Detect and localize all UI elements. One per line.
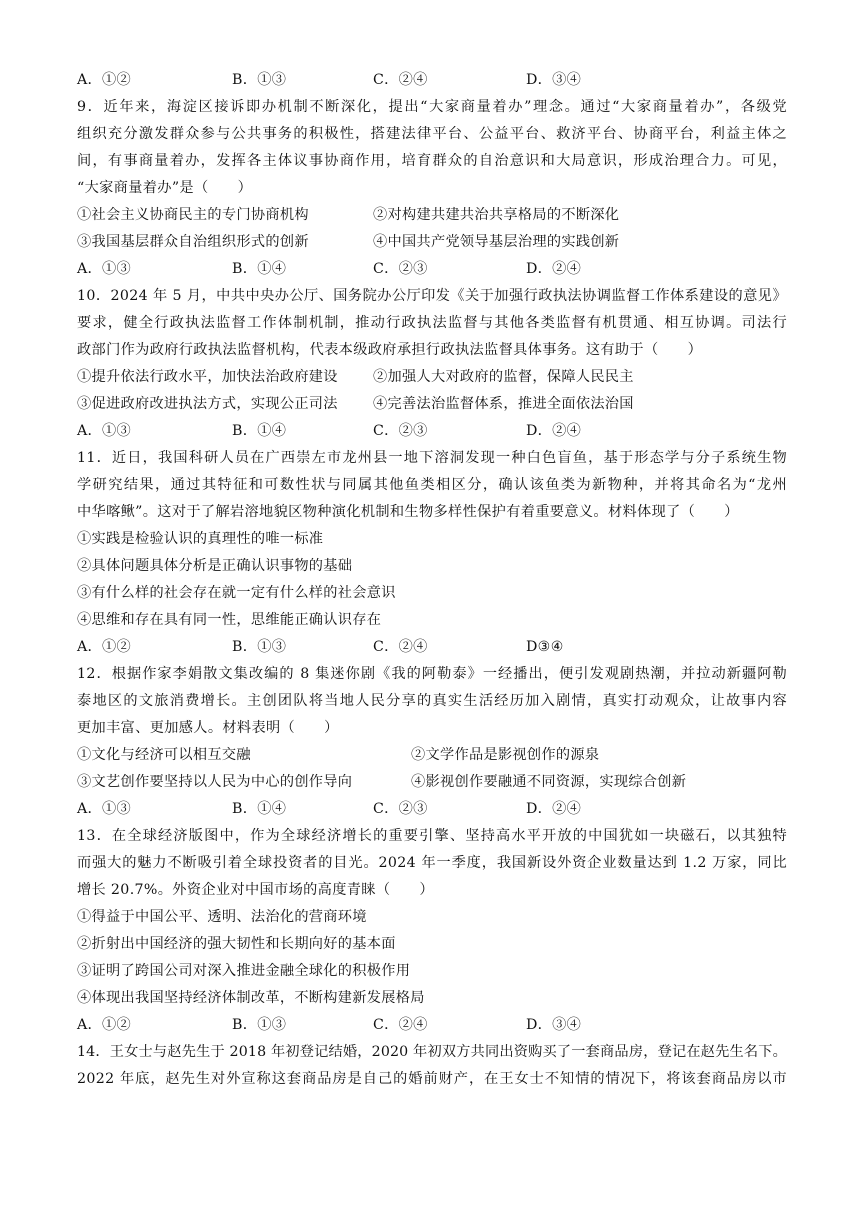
q11-statement-row-4 [77, 610, 797, 630]
q11-option-c[interactable]: C．②④ [373, 639, 428, 655]
q12-option-c[interactable]: C．②③ [373, 801, 428, 817]
q13-option-a[interactable]: A．①② [77, 1017, 132, 1033]
q9-statement-1: ①社会主义协商民主的专门协商机构 [77, 207, 309, 223]
q8-option-b[interactable]: B．①③ [232, 72, 287, 88]
q8-option-c[interactable]: C．②④ [373, 72, 428, 88]
q11-options [77, 637, 797, 657]
q11-stem-line-1: 11．近日，我国科研人员在广西崇左市龙州县一地下溶洞发现一种白色盲鱼，基于形态学与分子系统生物 [77, 450, 787, 466]
q13-statement-3: ③证明了跨国公司对深入推进金融全球化的积极作用 [77, 963, 411, 979]
q8-option-a[interactable]: A．①② [77, 72, 132, 88]
q10-statement-3: ③促进政府改进执法方式，实现公正司法 [77, 396, 338, 412]
q9-option-b[interactable]: B．①④ [232, 261, 287, 277]
q13-stem-line-1: 13．在全球经济版图中，作为全球经济增长的重要引擎、坚持高水平开放的中国犹如一块磁石，以其独特 [77, 828, 787, 844]
q10-option-a[interactable]: A．①③ [77, 423, 132, 439]
q9-statements-row-1 [77, 205, 797, 225]
q13-options [77, 1015, 797, 1035]
q13-option-d[interactable]: D．③④ [526, 1017, 582, 1033]
q10-statement-2: ②加强人大对政府的监督，保障人民民主 [373, 369, 634, 385]
q11-stem-line-3: 中华喀鳅”。这对于了解岩溶地貌区物种演化机制和生物多样性保护有着重要意义。材料体现了（ ） [77, 504, 739, 520]
q12-option-d[interactable]: D．②④ [526, 801, 582, 817]
q8-options [77, 70, 797, 90]
q14-stem-line-2: 2022 年底，赵先生对外宣称这套商品房是自己的婚前财产，在王女士不知情的情况下，将该套商品房以市 [77, 1071, 787, 1087]
q9-option-c[interactable]: C．②③ [373, 261, 428, 277]
q11-statement-2: ②具体问题具体分析是正确认识事物的基础 [77, 558, 353, 574]
q13-option-c[interactable]: C．②④ [373, 1017, 428, 1033]
q9-statements-row-2 [77, 232, 797, 252]
q12-option-a[interactable]: A．①③ [77, 801, 132, 817]
q9-stem-line-1: 9．近年来，海淀区接诉即办机制不断深化，提出“大家商量着办”理念。通过“大家商量着办”，各级党 [77, 99, 787, 115]
q12-statement-4: ④影视创作要融通不同资源，实现综合创新 [411, 774, 687, 790]
q13-statement-1: ①得益于中国公平、透明、法治化的营商环境 [77, 909, 367, 925]
q10-option-d[interactable]: D．②④ [526, 423, 582, 439]
q13-stem-line-3: 增长 20.7%。外资企业对中国市场的高度青睐（ ） [77, 882, 434, 898]
q13-option-b[interactable]: B．①③ [232, 1017, 287, 1033]
q14-stem-line-1: 14．王女士与赵先生于 2018 年初登记结婚，2020 年初双方共同出资购买了一套商品房，登记在赵先生名下。 [77, 1044, 787, 1060]
q13-statement-row-1 [77, 907, 797, 927]
q12-option-b[interactable]: B．①④ [232, 801, 287, 817]
q9-option-a[interactable]: A．①③ [77, 261, 132, 277]
q10-stem-line-2: 要求，健全行政执法监督工作体制机制，推动行政执法监督与其他各类监督有机贯通、相互协调。司法行 [77, 315, 787, 331]
q9-statement-2: ②对构建共建共治共享格局的不断深化 [373, 207, 620, 223]
q9-option-d[interactable]: D．②④ [526, 261, 582, 277]
q12-statements-row-1 [77, 745, 797, 765]
q11-option-d[interactable]: D③④ [526, 639, 564, 655]
q13-stem-line-2: 而强大的魅力不断吸引着全球投资者的目光。2024 年一季度，我国新设外资企业数量达到 1.2 万家，同比 [77, 855, 787, 871]
q10-stem-line-3: 政部门作为政府行政执法监督机构，代表本级政府承担行政执法监督具体事务。这有助于（ ） [77, 342, 703, 358]
q11-statement-1: ①实践是检验认识的真理性的唯一标准 [77, 531, 324, 547]
q10-statements-row-1 [77, 367, 797, 387]
q12-statements-row-2 [77, 772, 797, 792]
q11-statement-3: ③有什么样的社会存在就一定有什么样的社会意识 [77, 585, 396, 601]
q12-statement-3: ③文艺创作要坚持以人民为中心的创作导向 [77, 774, 353, 790]
q10-option-c[interactable]: C．②③ [373, 423, 428, 439]
q9-stem-line-3: 间，有事商量着办，发挥各主体议事协商作用，培育群众的自治意识和大局意识，形成治理合力。可见， [77, 153, 787, 169]
q13-statement-row-2 [77, 934, 797, 954]
q13-statement-row-4 [77, 988, 797, 1008]
q11-option-b[interactable]: B．①③ [232, 639, 287, 655]
q10-statements-row-2 [77, 394, 797, 414]
q11-statement-row-1 [77, 529, 797, 549]
q12-stem-line-2: 泰地区的文旅消费增长。主创团队将当地人民分享的真实生活经历加入剧情，真实打动观众，让故事内容 [77, 693, 787, 709]
q11-statement-4: ④思维和存在具有同一性，思维能正确认识存在 [77, 612, 382, 628]
q12-stem-line-1: 12．根据作家李娟散文集改编的 8 集迷你剧《我的阿勒泰》一经播出，便引发观剧热潮，并拉动新疆阿勒 [77, 666, 787, 682]
q9-stem-line-4: “大家商量着办”是（ ） [77, 180, 253, 196]
q10-statement-1: ①提升依法行政水平，加快法治政府建设 [77, 369, 338, 385]
q11-stem-line-2: 学研究结果，通过其特征和可数性状与同属其他鱼类相区分，确认该鱼类为新物种，并将其命名为“龙州 [77, 477, 787, 493]
q8-option-d[interactable]: D．③④ [526, 72, 582, 88]
q10-stem-line-1: 10．2024 年 5 月，中共中央办公厅、国务院办公厅印发《关于加强行政执法协调监督工作体系建设的意见》 [77, 288, 787, 304]
q12-stem-line-3: 更加丰富、更加感人。材料表明（ ） [77, 720, 339, 736]
q9-stem-line-2: 组织充分激发群众参与公共事务的积极性，搭建法律平台、公益平台、救济平台、协商平台，利益主体之 [77, 126, 787, 142]
q10-statement-4: ④完善法治监督体系，推进全面依法治国 [373, 396, 634, 412]
q13-statement-2: ②折射出中国经济的强大韧性和长期向好的基本面 [77, 936, 396, 952]
q12-statement-1: ①文化与经济可以相互交融 [77, 747, 251, 763]
q13-statement-4: ④体现出我国坚持经济体制改革，不断构建新发展格局 [77, 990, 425, 1006]
q11-statement-row-2 [77, 556, 797, 576]
q11-option-a[interactable]: A．①② [77, 639, 132, 655]
q9-statement-4: ④中国共产党领导基层治理的实践创新 [373, 234, 620, 250]
q12-options [77, 799, 797, 819]
q10-option-b[interactable]: B．①④ [232, 423, 287, 439]
q11-statement-row-3 [77, 583, 797, 603]
q10-options [77, 421, 797, 441]
q9-statement-3: ③我国基层群众自治组织形式的创新 [77, 234, 309, 250]
q9-options [77, 259, 797, 279]
q13-statement-row-3 [77, 961, 797, 981]
q12-statement-2: ②文学作品是影视创作的源泉 [411, 747, 600, 763]
